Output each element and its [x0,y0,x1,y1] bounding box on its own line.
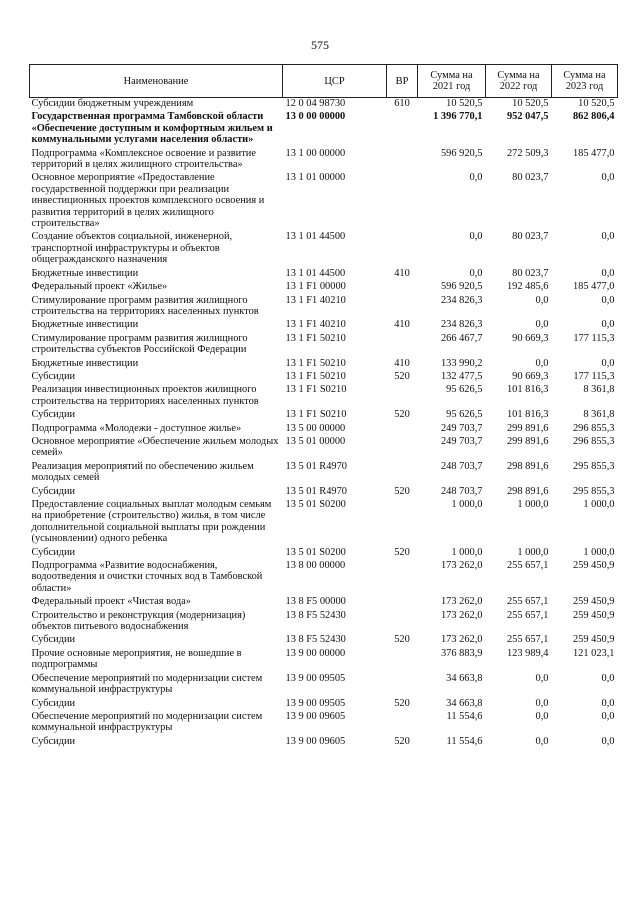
row-sum-2022: 101 816,3 [506,384,549,396]
row-vr [387,333,418,358]
row-sum-2023: 295 855,3 [572,485,615,497]
table-row [30,358,618,371]
row-sum-2023: 0,0 [601,697,615,709]
row-csr: 13 8 F5 00000 [285,596,346,608]
row-sum-2022: 255 657,1 [506,560,549,572]
row-name: Бюджетные инвестиции [31,319,139,331]
row-sum-2023: 0,0 [601,672,615,684]
row-csr: 13 1 F1 50210 [285,332,346,344]
row-name: Субсидии [31,409,76,421]
row-name: Субсидии бюджетным учреждениям [31,98,194,109]
row-name: Прочие основные мероприятия, не вошедшие в подпрограммы [31,647,242,671]
row-sum-2023: 1 000,0 [583,546,615,558]
table-row [30,295,618,320]
row-sum-2022: 0,0 [535,357,549,369]
row-vr [387,560,418,596]
row-name: Бюджетные инвестиции [31,357,139,369]
row-sum-2023: 121 023,1 [572,647,615,659]
row-sum-2022: 1 000,0 [517,499,549,510]
table-row [30,673,618,698]
row-name: Строительство и реконструкция (модернизация) объектов питьевого водоснабжения [31,609,246,633]
row-csr: 13 8 00 00000 [285,560,346,572]
table-row [30,319,618,332]
row-name: Подпрограмма «Молодежи - доступное жилье» [31,422,242,434]
row-name: Реализация мероприятий по обеспечению жильем молодых семей [31,460,254,484]
row-sum-2022: 0,0 [535,294,549,306]
row-sum-2021: 34 663,8 [446,697,483,709]
row-sum-2023: 0,0 [601,735,615,747]
row-vr: 520 [394,735,410,747]
row-vr: 520 [394,546,410,558]
row-sum-2021: 95 626,5 [446,384,483,396]
row-sum-2022: 192 485,6 [506,281,549,293]
row-sum-2023: 177 115,3 [573,370,615,382]
row-sum-2021: 132 477,5 [440,370,483,382]
row-vr [387,596,418,609]
row-vr: 520 [394,697,410,709]
row-sum-2023: 1 000,0 [583,499,615,510]
row-csr: 13 9 00 09505 [285,697,346,709]
row-vr [387,423,418,436]
row-name: Основное мероприятие «Предоставление государственной поддержки при реализации инвестиционных проектов комплексного освоения и развития территорий в целях жилищного строительства» [31,172,265,230]
row-sum-2023: 295 855,3 [572,460,615,472]
row-sum-2023: 185 477,0 [572,147,615,159]
row-sum-2021: 1 000,0 [451,546,483,558]
row-sum-2021: 10 520,5 [446,98,483,109]
row-sum-2022: 272 509,3 [506,147,549,159]
table-row [30,736,618,749]
row-sum-2022: 0,0 [535,735,549,747]
budget-table [29,64,618,749]
table-row [30,486,618,499]
row-sum-2021: 248 703,7 [440,485,483,497]
row-csr: 13 1 01 44500 [285,231,346,243]
table-row [30,499,618,547]
table-row [30,648,618,673]
row-sum-2022: 255 657,1 [506,596,549,608]
row-sum-2021: 11 554,6 [446,710,483,722]
row-vr: 410 [394,357,410,369]
row-name: Обеспечение мероприятий по модернизации систем коммунальной инфраструктуры [31,710,263,734]
table-row [30,268,618,281]
row-sum-2023: 862 806,4 [572,111,615,123]
row-csr: 13 1 F1 50210 [285,357,346,369]
row-sum-2021: 11 554,6 [446,735,483,747]
row-sum-2022: 0,0 [535,672,549,684]
table-row [30,148,618,173]
row-csr: 13 5 00 00000 [285,422,346,434]
table-row [30,596,618,609]
row-sum-2021: 376 883,9 [440,647,483,659]
row-sum-2022: 123 989,4 [506,647,549,659]
row-csr: 13 5 01 S0200 [285,546,346,558]
row-sum-2022: 299 891,6 [506,422,549,434]
row-sum-2023: 296 855,3 [572,422,615,434]
table-row [30,333,618,358]
row-sum-2021: 173 262,0 [440,609,483,621]
row-sum-2021: 95 626,5 [446,409,483,421]
row-sum-2022: 90 669,3 [512,370,549,382]
table-row [30,98,618,112]
table-row [30,698,618,711]
row-sum-2022: 101 816,3 [506,409,549,421]
row-sum-2022: 80 023,7 [512,231,549,243]
table-body [30,98,618,750]
row-csr: 13 1 F1 00000 [285,281,346,293]
row-sum-2022: 299 891,6 [506,435,549,447]
table-row [30,547,618,560]
row-sum-2022: 0,0 [535,710,549,722]
row-name: Подпрограмма «Развитие водоснабжения, водоотведения и очистки сточных вод в Тамбовской области» [31,560,263,594]
page-number: 575 [311,38,329,52]
table-row [30,436,618,461]
row-sum-2023: 10 520,5 [578,98,615,109]
row-name: Субсидии [31,697,76,709]
row-vr: 520 [394,485,410,497]
row-sum-2023: 0,0 [601,710,615,722]
table-row [30,610,618,635]
row-sum-2022: 0,0 [535,319,549,331]
table-row [30,711,618,736]
row-csr: 13 0 00 00000 [285,111,346,123]
row-csr: 13 1 01 44500 [285,267,346,279]
row-sum-2021: 173 262,0 [440,560,483,572]
row-sum-2023: 296 855,3 [572,435,615,447]
row-name: Федеральный проект «Жилье» [31,281,168,293]
row-vr: 610 [394,98,410,109]
row-sum-2022: 10 520,5 [512,98,549,109]
row-name: Реализация инвестиционных проектов жилищного строительства на территориях населенных пунктов [31,384,259,407]
row-csr: 13 1 F1 S0210 [285,409,347,421]
row-sum-2022: 80 023,7 [512,172,549,184]
row-name: Субсидии [31,370,76,382]
row-sum-2022: 90 669,3 [512,332,549,344]
row-name: Государственная программа Тамбовской области «Обеспечение доступным и комфортным жильем и коммунальными услугами населения области» [31,111,273,146]
row-name: Бюджетные инвестиции [31,267,139,279]
row-sum-2021: 596 920,5 [440,281,483,293]
row-csr: 13 5 01 S0200 [285,499,346,510]
row-csr: 13 1 F1 S0210 [285,384,347,396]
row-sum-2022: 80 023,7 [512,267,549,279]
row-sum-2023: 0,0 [601,172,615,184]
row-sum-2022: 298 891,6 [506,460,549,472]
row-sum-2023: 8 361,8 [583,384,615,396]
table-header [30,65,618,98]
row-csr: 13 8 F5 52430 [285,609,346,621]
header-vr: ВР [387,65,418,98]
row-sum-2021: 173 262,0 [440,596,483,608]
row-sum-2023: 259 450,9 [572,560,615,572]
row-name: Федеральный проект «Чистая вода» [31,596,191,608]
row-sum-2021: 234 826,3 [440,294,483,306]
row-name: Субсидии [31,485,76,497]
row-vr [387,673,418,698]
table-row [30,423,618,436]
row-name: Субсидии [31,546,76,558]
row-sum-2023: 0,0 [601,231,615,243]
row-csr: 13 9 00 09605 [285,735,346,747]
header-sum-2021: Сумма на 2021 год [418,65,486,98]
table-row [30,281,618,294]
row-sum-2021: 34 663,8 [446,672,483,684]
row-vr [387,295,418,320]
row-vr: 410 [394,319,410,331]
row-sum-2021: 1 396 770,1 [433,111,483,123]
row-sum-2023: 0,0 [601,267,615,279]
row-name: Стимулирование программ развития жилищного строительства на территориях населенных пунктов [31,294,259,317]
row-csr: 13 9 00 09605 [285,710,346,722]
row-csr: 13 1 00 00000 [285,147,346,159]
row-sum-2023: 177 115,3 [573,332,615,344]
row-name: Предоставление социальных выплат молодым семьям на приобретение (строительство) жилья, в том числе дополнительной социальной выплаты при рождении (усыновлении) одного ребенка [31,499,272,545]
row-sum-2022: 0,0 [535,697,549,709]
row-csr: 13 1 01 00000 [285,172,346,184]
row-sum-2021: 596 920,5 [440,147,483,159]
row-sum-2022: 952 047,5 [506,111,549,123]
table-row [30,371,618,384]
row-vr [387,648,418,673]
row-sum-2021: 234 826,3 [440,319,483,331]
table-row [30,409,618,422]
row-vr: 520 [394,634,410,646]
row-csr: 13 5 01 00000 [285,435,346,447]
table-row [30,111,618,147]
table-row [30,384,618,409]
row-vr: 520 [394,370,410,382]
row-sum-2021: 266 467,7 [440,332,483,344]
row-sum-2021: 249 703,7 [440,435,483,447]
row-sum-2022: 1 000,0 [517,546,549,558]
row-sum-2021: 0,0 [469,172,483,184]
row-csr: 13 8 F5 52430 [285,634,346,646]
row-sum-2023: 0,0 [601,294,615,306]
row-csr: 13 9 00 00000 [285,647,346,659]
row-sum-2023: 259 450,9 [572,596,615,608]
table-row [30,461,618,486]
row-name: Стимулирование программ развития жилищного строительства субъектов Российской Федерации [31,332,248,356]
row-sum-2022: 255 657,1 [506,634,549,646]
row-csr: 13 1 F1 40210 [285,294,346,306]
row-name: Субсидии [31,735,76,747]
row-name: Обеспечение мероприятий по модернизации систем коммунальной инфраструктуры [31,672,263,696]
row-sum-2023: 0,0 [601,357,615,369]
row-name: Основное мероприятие «Обеспечение жильем молодых семей» [31,435,279,459]
row-sum-2021: 173 262,0 [440,634,483,646]
row-sum-2023: 8 361,8 [583,409,615,421]
row-vr [387,711,418,736]
row-csr: 13 1 F1 50210 [285,370,346,382]
table-row [30,560,618,596]
row-sum-2023: 0,0 [601,319,615,331]
row-vr [387,172,418,231]
row-sum-2021: 249 703,7 [440,422,483,434]
row-csr: 13 5 01 R4970 [285,460,347,472]
row-vr [387,281,418,294]
row-vr: 410 [394,267,410,279]
row-sum-2023: 185 477,0 [572,281,615,293]
row-sum-2021: 248 703,7 [440,460,483,472]
row-vr [387,436,418,461]
row-csr: 12 0 04 98730 [285,98,346,109]
table-row [30,634,618,647]
row-csr: 13 9 00 09505 [285,672,346,684]
header-sum-2023: Сумма на 2023 год [552,65,618,98]
row-sum-2022: 255 657,1 [506,609,549,621]
row-name: Субсидии [31,634,76,646]
row-sum-2021: 1 000,0 [451,499,483,510]
row-csr: 13 1 F1 40210 [285,319,346,331]
row-sum-2021: 0,0 [469,267,483,279]
row-sum-2021: 0,0 [469,231,483,243]
row-vr [387,111,418,147]
row-sum-2022: 298 891,6 [506,485,549,497]
row-sum-2023: 259 450,9 [572,609,615,621]
row-vr [387,461,418,486]
row-vr [387,384,418,409]
header-name: Наименование [30,65,283,98]
row-vr [387,148,418,173]
row-vr [387,499,418,547]
row-csr: 13 5 01 R4970 [285,485,347,497]
row-sum-2021: 133 990,2 [440,357,483,369]
row-vr [387,610,418,635]
table-row [30,231,618,267]
header-sum-2022: Сумма на 2022 год [486,65,552,98]
header-csr: ЦСР [283,65,387,98]
row-name: Подпрограмма «Комплексное освоение и развитие территорий в целях жилищного строительства» [31,147,256,171]
table-row [30,172,618,231]
row-vr: 520 [394,409,410,421]
row-vr [387,231,418,267]
row-sum-2023: 259 450,9 [572,634,615,646]
row-name: Создание объектов социальной, инженерной, транспортной инфраструктуры и объектов общегражданского назначения [31,231,233,266]
